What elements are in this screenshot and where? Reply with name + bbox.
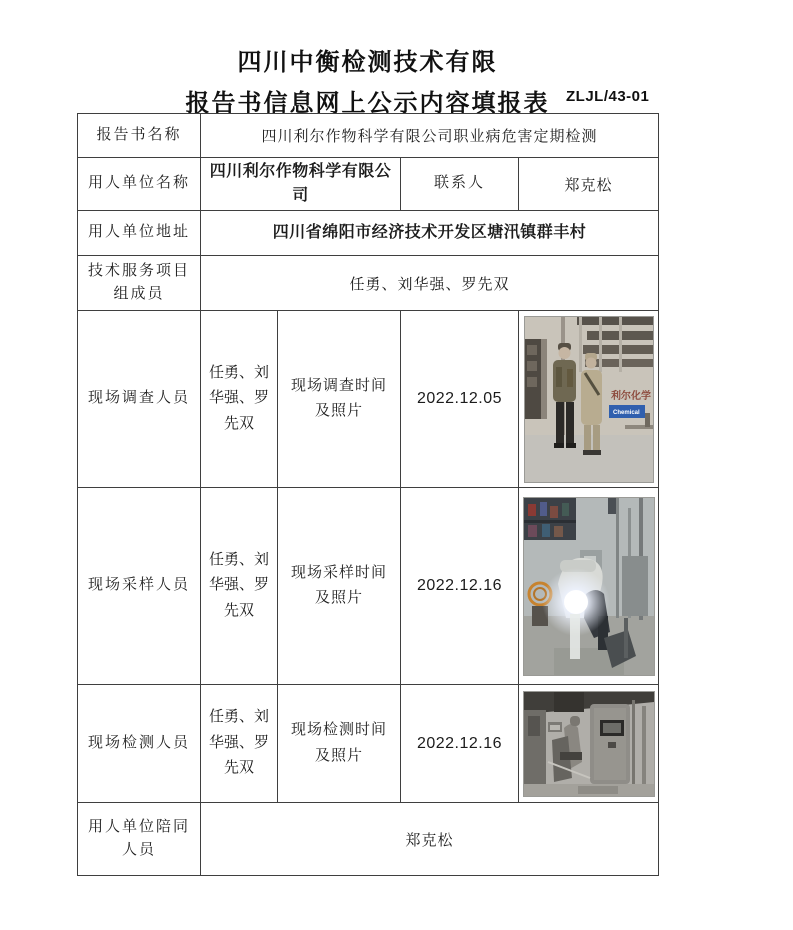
sampling-date: 2022.12.16: [401, 488, 519, 685]
testing-label-cell: [78, 685, 201, 803]
document-title: 四川中衡检测技术有限: [237, 49, 498, 76]
sign-chinese-text: 利尔化学: [610, 390, 651, 402]
employer-name-label-cell: [78, 158, 201, 211]
accompanying-label: 用人单位陪同人员: [87, 818, 190, 858]
contact-label-cell: [401, 158, 519, 211]
employer-name-value: 四川利尔作物科学有限公司: [201, 158, 401, 211]
investigation-date: 2022.12.05: [401, 311, 519, 488]
team-members-label-cell: [78, 256, 201, 311]
testing-photo-cell: [519, 685, 659, 803]
row-accompanying: [78, 803, 659, 876]
sampling-time-label-cell: [278, 488, 401, 685]
report-name-value: 四川利尔作物科学有限公司职业病危害定期检测: [201, 114, 659, 158]
report-name-label-cell: [78, 114, 201, 158]
team-members-label: 技术服务项目组成员: [87, 262, 190, 302]
investigation-label: 现场调查人员: [87, 390, 190, 407]
testing-date: 2022.12.16: [401, 685, 519, 803]
row-employer-address: [78, 211, 659, 256]
row-report-name: [78, 114, 659, 158]
sampling-label-cell: [78, 488, 201, 685]
report-name-label: 报告书名称: [96, 126, 182, 143]
sign-english-text: Chemical: [612, 409, 640, 416]
investigation-label-cell: [78, 311, 201, 488]
accompanying-label-cell: [78, 803, 201, 876]
employer-address-label: 用人单位地址: [87, 224, 190, 241]
accompanying-value: 郑克松: [201, 803, 659, 876]
photo-two-people-before-building: [524, 316, 654, 483]
team-members-value: 任勇、刘华强、罗先双: [201, 256, 659, 311]
testing-personnel: 任勇、刘华强、罗先双: [201, 685, 278, 803]
sampling-photo: [519, 497, 658, 676]
report-info-table: [77, 113, 659, 876]
row-site-sampling: [78, 488, 659, 685]
contact-label: 联系人: [433, 175, 485, 192]
investigation-photo-cell: [519, 311, 659, 488]
testing-label: 现场检测人员: [87, 734, 190, 751]
employer-address-value: 四川省绵阳市经济技术开发区塘汛镇群丰村: [201, 211, 659, 256]
sampling-label: 现场采样人员: [87, 577, 190, 594]
employer-address-label-cell: [78, 211, 201, 256]
document-code: ZLJL/43-01: [566, 88, 650, 105]
testing-time-label-cell: [278, 685, 401, 803]
sampling-personnel: 任勇、刘华强、罗先双: [201, 488, 278, 685]
photo-equipment-room-grayscale: [523, 691, 655, 797]
sampling-photo-cell: [519, 488, 659, 685]
employer-name-label: 用人单位名称: [87, 175, 190, 192]
investigation-personnel: 任勇、刘华强、罗先双: [201, 311, 278, 488]
photo-workshop-welding-flash: [523, 497, 655, 676]
contact-value: 郑克松: [519, 158, 659, 211]
testing-photo: [519, 691, 658, 797]
row-employer-name: [78, 158, 659, 211]
investigation-time-label-cell: [278, 311, 401, 488]
testing-time-label: 现场检测时间及照片: [290, 722, 387, 764]
investigation-time-label: 现场调查时间及照片: [290, 377, 387, 419]
investigation-photo: [519, 316, 658, 483]
row-site-testing: [78, 685, 659, 803]
sampling-time-label: 现场采样时间及照片: [290, 564, 387, 606]
row-site-investigation: [78, 311, 659, 488]
row-team-members: [78, 256, 659, 311]
document-subtitle: 报告书信息网上公示内容填报表: [185, 90, 550, 117]
